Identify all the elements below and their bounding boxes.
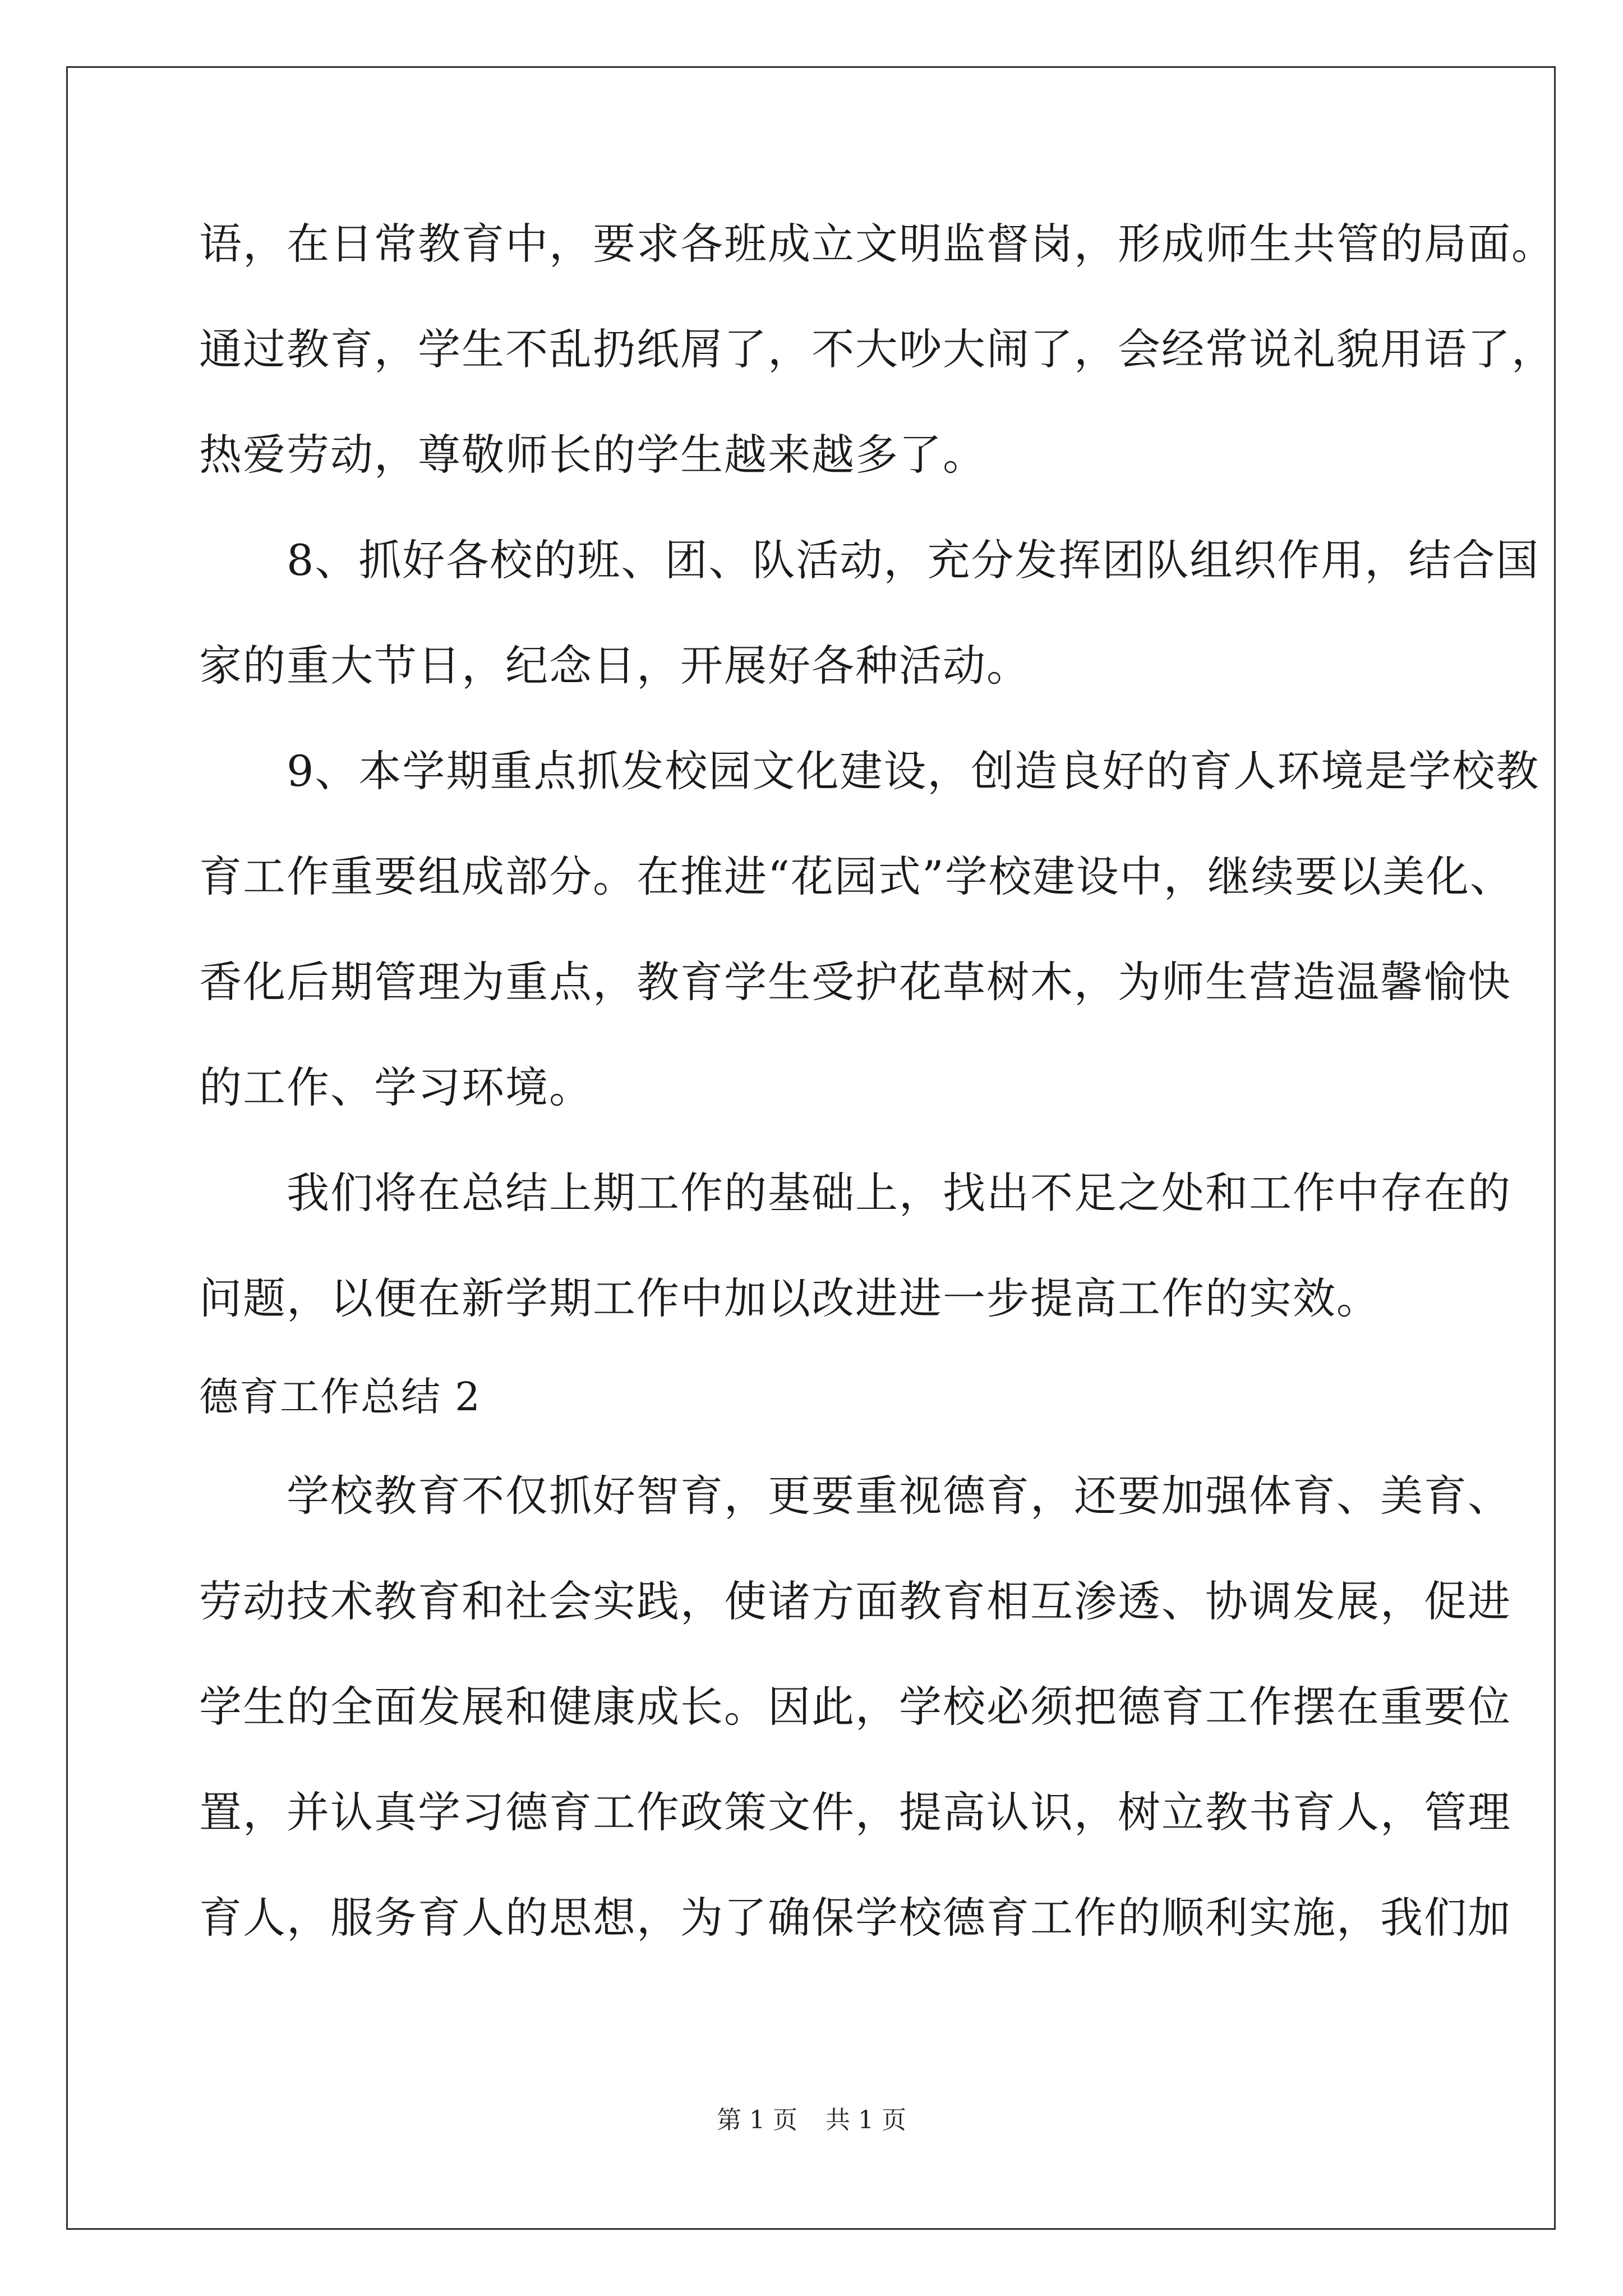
text-line: 育工作重要组成部分。在推进“花园式”学校建设中，继续要以美化、 [199,852,1514,901]
text-line: 9、本学期重点抓发校园文化建设，创造良好的育人环境是学校教 [199,746,1540,796]
section-heading: 德育工作总结 2 [199,1374,481,1420]
page-number-total: 共 1 页 [826,2106,906,2134]
text-line: 香化后期管理为重点，教育学生受护花草树木，为师生营造温馨愉快 [199,957,1511,1007]
text-line: 热爱劳动，尊敬师长的学生越来越多了。 [199,430,986,480]
text-line: 置，并认真学习德育工作政策文件，提高认识，树立教书育人，管理 [199,1787,1511,1837]
text-line: 语，在日常教育中，要求各班成立文明监督岗，形成师生共管的局面。 [199,219,1555,269]
page-footer [0,2104,1623,2137]
text-line: 育人，服务育人的思想，为了确保学校德育工作的顺利实施，我们加 [199,1893,1511,1943]
text-line: 通过教育，学生不乱扔纸屑了，不大吵大闹了，会经常说礼貌用语了， [199,324,1555,374]
page-number-current: 第 1 页 [717,2106,797,2134]
text-line: 问题，以便在新学期工作中加以改进进一步提高工作的实效。 [199,1273,1380,1323]
text-line: 的工作、学习环境。 [199,1062,593,1112]
text-line: 劳动技术教育和社会实践，使诸方面教育相互渗透、协调发展，促进 [199,1576,1511,1626]
text-line: 8、抓好各校的班、团、队活动，充分发挥团队组织作用，结合国 [199,535,1540,585]
text-line: 学生的全面发展和健康成长。因此，学校必须把德育工作摆在重要位 [199,1682,1511,1732]
text-line: 我们将在总结上期工作的基础上，找出不足之处和工作中存在的 [199,1168,1511,1218]
text-line: 学校教育不仅抓好智育，更要重视德育，还要加强体育、美育、 [199,1471,1511,1521]
text-line: 家的重大节日，纪念日，开展好各种活动。 [199,641,1030,691]
